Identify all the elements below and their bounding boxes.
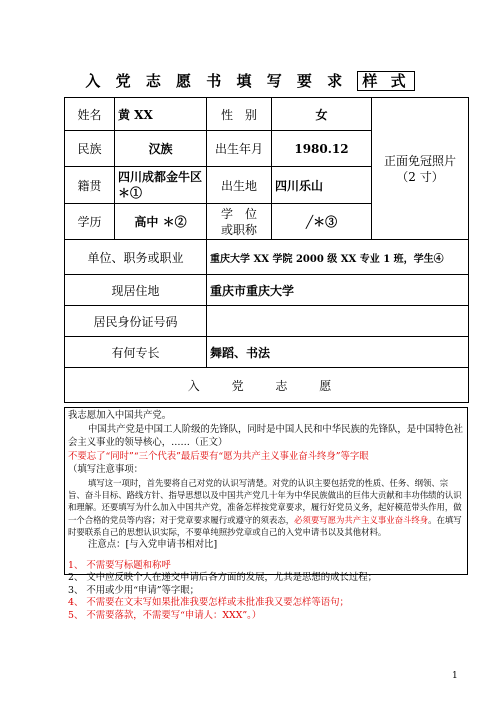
- birth-value: 1980.12: [272, 131, 372, 167]
- name-value: 黄 XX: [115, 98, 207, 131]
- title-main: 入 党 志 愿 书 填 写 要 求: [85, 72, 348, 90]
- photo-line1: 正面免冠照片: [383, 153, 456, 168]
- skill-value: 舞蹈、书法: [207, 337, 469, 368]
- title-boxed: 样 式: [357, 71, 414, 91]
- application-form: [64, 97, 469, 403]
- list-item: 3、 不用或少用“申请”等字眼；: [68, 584, 200, 596]
- list-item: 4、 不需要在文末写如果批准我要怎样或未批准我又要怎样等语句；: [68, 597, 349, 609]
- origin-value: 四川成都金牛区 ＊①: [115, 167, 207, 204]
- id-value: [207, 306, 469, 337]
- photo-line2: （2 寸）: [396, 169, 444, 184]
- para2-red: 必须要写愿为共产主义事业奋斗终身: [294, 514, 429, 525]
- name-label: 姓名: [65, 98, 115, 131]
- gender-value: 女: [272, 98, 372, 131]
- gender-label: 性 别: [207, 98, 272, 131]
- body-para2: [68, 477, 464, 538]
- birthplace-value: 四川乐山: [272, 167, 372, 204]
- education-label: 学历: [65, 204, 115, 240]
- education-value: 高中 ＊②: [115, 204, 207, 240]
- photo-box: [372, 98, 469, 240]
- body-notes2: 注意点：[与入党申请书相对比]: [88, 538, 218, 550]
- address-value: 重庆市重庆大学: [207, 275, 469, 306]
- birthplace-label: 出生地: [207, 167, 272, 204]
- body-para1: 中国共产党是中国工人阶级的先锋队，同时是中国人民和中华民族的先锋队，是中国特色社会主义事业的领导核心，……（正文）: [68, 423, 464, 449]
- degree-label: 学 位 或职称: [207, 204, 272, 240]
- unit-label: 单位、职务或职业: [65, 240, 207, 275]
- document-title: [60, 70, 440, 91]
- wish-body: [64, 407, 468, 621]
- para2-text: 填写这一项时，首先要将自己对党的认识写清楚。对党的认识主要包括党的性质、任务、纲领、宗旨、奋斗目标、路线方针、指导思想以及中国共产党几十年为中华民族做出的巨伟大贡献和丰功伟绩的认识和理解。还要填写为什么加入中国共产党，准备怎样按党章要求，履行好党员义务，起好模范带头作用，做一个合格的党员等内容；对于党章要求履行或遵守的须表态，: [68, 477, 462, 525]
- para2-end: 。在填写时要联系自己的思想认识实际，不要单纯照抄党章或自己的入党申请书以及其他材料。: [68, 514, 462, 537]
- ethnicity-label: 民族: [65, 131, 115, 167]
- birth-label: 出生年月: [207, 131, 272, 167]
- body-line1: 我志愿加入中国共产党。: [68, 410, 172, 421]
- unit-value: 重庆大学 XX 学院 2000 级 XX 专业 1 班，学生④: [207, 240, 469, 275]
- notes-list: [68, 560, 464, 623]
- address-label: 现居住地: [65, 275, 207, 306]
- ethnicity-value: 汉族: [115, 131, 207, 167]
- id-label: 居民身份证号码: [65, 306, 207, 337]
- body-notes-label: （填写注意事项：: [68, 464, 144, 476]
- list-item: 5、 不需要落款，不需要写“申请人：XXX”。）: [68, 609, 262, 621]
- list-item: 2、 文中应反映个人在递交申请后各方面的发展，尤其是思想的成长过程；: [68, 572, 377, 584]
- body-red-note: 不要忘了“同时”“三个代表”最后要有“愿为共产主义事业奋斗终身”等字眼: [68, 450, 369, 462]
- skill-label: 有何专长: [65, 337, 207, 368]
- page-number: 1: [452, 671, 458, 681]
- degree-value: ╱＊③: [272, 204, 372, 240]
- origin-label: 籍贯: [65, 167, 115, 204]
- wish-heading: 入 党 志 愿: [65, 368, 469, 403]
- list-item: 1、 不需要写标题和称呼: [68, 559, 171, 571]
